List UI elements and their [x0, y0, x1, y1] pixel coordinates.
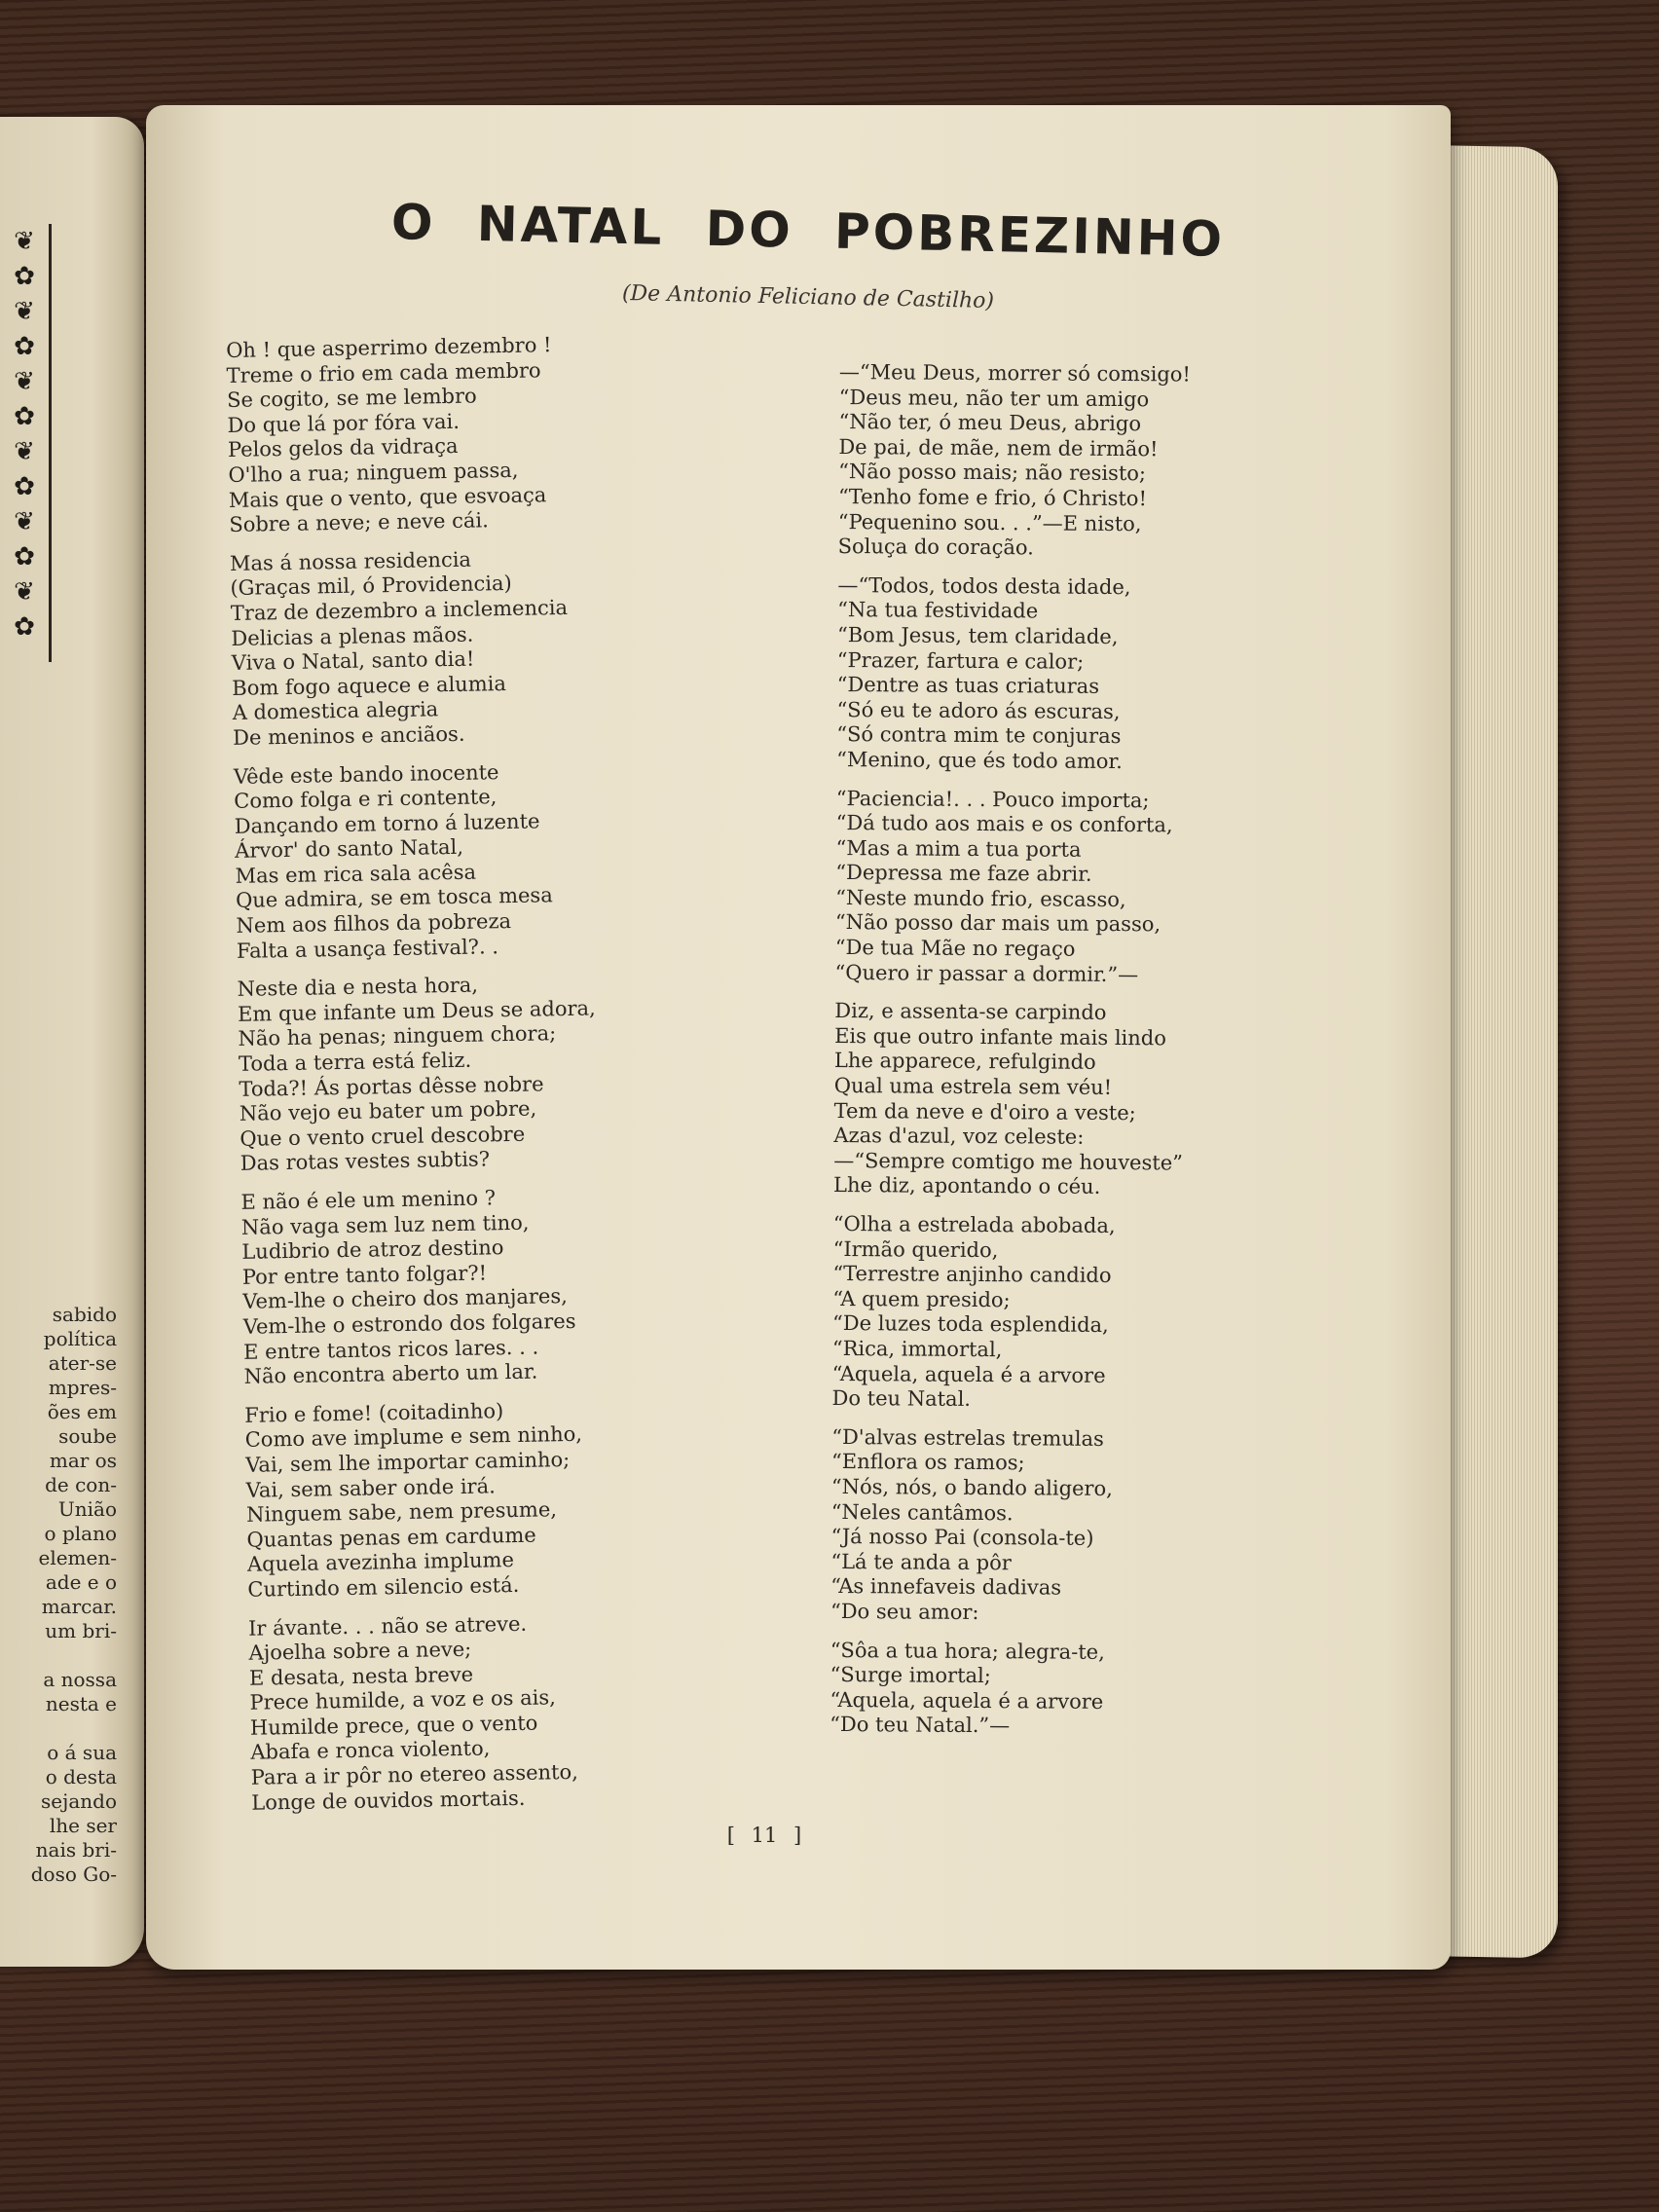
verse-line: “As innefaveis dadivas [830, 1574, 1062, 1600]
verse-line: “Neste mundo frio, escasso, [835, 885, 1126, 911]
left-page-fragment: o á sua [47, 1741, 117, 1764]
verse-line: Não vaga sem luz nem tino, [240, 1210, 530, 1239]
verse-line: De meninos e anciãos. [232, 721, 465, 750]
left-page-fragment: lhe ser [49, 1814, 117, 1837]
verse-line: Sobre a neve; e neve cái. [229, 508, 490, 537]
verse-line: De pai, de mãe, nem de irmão! [838, 434, 1159, 461]
verse-line: Quantas penas em cardume [246, 1523, 536, 1552]
left-page-fragment: nesta e [45, 1692, 117, 1715]
verse-line: Curtindo em silencio está. [247, 1572, 520, 1602]
verse-line: “Surge imortal; [830, 1663, 991, 1688]
verse-line: “De tua Mãe no regaço [834, 936, 1076, 961]
verse-line: Diz, e assenta-se carpindo [834, 999, 1107, 1025]
verse-line: Vai, sem saber onde irá. [245, 1473, 496, 1502]
left-page-fragment: mpres- [48, 1376, 117, 1399]
verse-line: Para a ir pôr no etereo assento, [250, 1759, 579, 1789]
verse-line: Mais que o vento, que esvoaça [228, 482, 547, 512]
book-page [146, 105, 1451, 1970]
left-page-fragment: sejando [41, 1789, 117, 1813]
verse-line: Longe de ouvidos mortais. [251, 1786, 526, 1815]
verse-line: “Já nosso Pai (consola-te) [830, 1525, 1094, 1550]
verse-line: Mas em rica sala acêsa [235, 860, 477, 888]
verse-line: Toda a terra está feliz. [238, 1048, 472, 1076]
verse-line: Como folga e ri contente, [234, 785, 498, 814]
verse-line: “Lá te anda a pôr [830, 1549, 1012, 1574]
verse-line: Ir ávante. . . não se atreve. [247, 1611, 528, 1641]
left-page-fragment: nais bri- [35, 1838, 117, 1862]
verse-line: “Bom Jesus, tem claridade, [836, 622, 1119, 648]
left-page-fragment: de con- [45, 1473, 117, 1496]
left-page-fragment: União [57, 1497, 117, 1521]
left-page-fragment: elemen- [38, 1546, 117, 1569]
verse-line: Árvor' do santo Natal, [234, 835, 464, 864]
verse-line: “Deus meu, não ter um amigo [838, 385, 1150, 411]
verse-line: Do teu Natal. [831, 1386, 972, 1412]
verse-line: “Olha a estrelada abobada, [832, 1211, 1116, 1238]
verse-line: Prece humilde, a voz e os ais, [249, 1685, 557, 1715]
verse-line: Se cogito, se me lembro [226, 384, 477, 413]
verse-line: Não vejo eu bater um pobre, [239, 1096, 537, 1126]
ornamental-border-icon: ❦ ✿ ❦ ✿ ❦ ✿ ❦ ✿ ❦ ✿ ❦ ✿ [0, 224, 52, 662]
left-page-fragment: ade e o [45, 1570, 117, 1594]
verse-line: —“Sempre comtigo me houveste” [833, 1148, 1184, 1175]
left-page-fragment: ões em [47, 1400, 117, 1423]
left-page-fragment: marcar. [41, 1595, 117, 1618]
verse-line: “Rica, immortal, [831, 1336, 1003, 1362]
verse-line: “Não posso mais; não resisto; [838, 460, 1147, 486]
verse-line: Vêde este bando inocente [233, 759, 499, 789]
verse-line: Vem-lhe o cheiro dos manjares, [242, 1284, 569, 1314]
verse-line: Do que lá por fóra vai. [227, 409, 461, 437]
verse-line: Abafa e ronca violento, [250, 1736, 491, 1765]
verse-line: Delicias a plenas mãos. [231, 622, 474, 650]
verse-line: Ninguem sabe, nem presume, [245, 1497, 558, 1527]
verse-line: Lhe diz, apontando o céu. [833, 1173, 1101, 1199]
poem-byline: (De Antonio Feliciano de Castilho) [621, 281, 995, 313]
verse-line: “Não posso dar mais um passo, [834, 910, 1161, 937]
verse-line: Por entre tanto folgar?! [241, 1261, 488, 1289]
left-page [0, 117, 144, 1967]
poem-left-column [226, 329, 796, 1816]
verse-line: Azas d'azul, voz celeste: [833, 1124, 1085, 1149]
verse-line: Falta a usança festival?. . [236, 934, 499, 963]
verse-line: Lhe apparece, refulgindo [833, 1049, 1096, 1075]
verse-line: (Graças mil, ó Providencia) [230, 571, 512, 601]
verse-line: “Quero ir passar a dormir.”— [834, 960, 1139, 986]
poem-right-column [830, 360, 1384, 1742]
verse-line: E entre tantos ricos lares. . . [242, 1335, 539, 1364]
left-page-fragment: mar os [49, 1449, 117, 1472]
verse-line: Eis que outro infante mais lindo [834, 1023, 1167, 1051]
verse-line: “Paciencia!. . . Pouco importa; [835, 786, 1150, 812]
verse-line: “A quem presido; [832, 1286, 1011, 1312]
verse-line: “Nós, nós, o bando aligero, [830, 1474, 1113, 1500]
verse-line: Viva o Natal, santo dia! [231, 646, 475, 676]
poem-title: O NATAL DO POBREZINHO [390, 194, 1226, 268]
verse-line: “Do seu amor: [830, 1599, 979, 1624]
left-page-fragment: a nossa [43, 1668, 117, 1691]
verse-line: “Do teu Natal.”— [830, 1713, 1011, 1738]
verse-line: Pelos gelos da vidraça [227, 434, 459, 462]
verse-line: “Menino, que és todo amor. [836, 747, 1123, 773]
verse-line: —“Todos, todos desta idade, [837, 572, 1131, 599]
verse-line: “Neles cantâmos. [830, 1499, 1014, 1525]
left-page-fragment: um bri- [45, 1619, 117, 1642]
left-page-fragment: o desta [45, 1765, 117, 1788]
verse-line: Qual uma estrela sem véu! [833, 1074, 1113, 1100]
verse-line: “Terrestre anjinho candido [832, 1262, 1112, 1288]
verse-line: “Enflora os ramos; [831, 1450, 1025, 1475]
verse-line: Das rotas vestes subtis? [240, 1147, 491, 1176]
verse-line: Traz de dezembro a inclemencia [230, 595, 569, 625]
verse-line: “Não ter, ó meu Deus, abrigo [838, 410, 1142, 436]
verse-line: Vai, sem lhe importar caminho; [244, 1447, 571, 1477]
verse-line: “Sôa a tua hora; alegra-te, [830, 1638, 1105, 1664]
verse-line: “Aquela, aquela é a arvore [831, 1361, 1106, 1387]
left-page-fragment: soube [58, 1424, 117, 1448]
verse-line: “Tenho fome e frio, ó Christo! [837, 484, 1148, 511]
verse-line: “D'alvas estrelas tremulas [831, 1424, 1104, 1451]
verse-line: “Aquela, aquela é a arvore [830, 1687, 1104, 1714]
verse-line: O'lho a rua; ninguem passa, [228, 458, 519, 487]
verse-line: “Pequenino sou. . .”—E nisto, [837, 509, 1142, 535]
verse-line: Em que infante um Deus se adora, [237, 996, 596, 1026]
verse-line: Frio e fome! (coitadinho) [244, 1398, 504, 1427]
verse-line: Não ha penas; ninguem chora; [238, 1021, 557, 1051]
verse-line: “Depressa me faze abrir. [835, 861, 1092, 887]
verse-line: Mas á nossa residencia [229, 547, 472, 575]
left-page-fragment [0, 1643, 117, 1668]
verse-line: Neste dia e nesta hora, [237, 973, 479, 1002]
verse-line: Aquela avezinha implume [246, 1548, 515, 1577]
verse-line: Nem aos filhos da pobreza [236, 909, 512, 938]
verse-line: Humilde prece, que o vento [249, 1711, 538, 1740]
verse-line: “Só contra mim te conjuras [836, 722, 1122, 749]
verse-line: Bom fogo aquece e alumia [232, 671, 507, 700]
left-page-fragment: sabido [52, 1303, 117, 1326]
verse-line: “Mas a mim a tua porta [835, 835, 1082, 862]
verse-line: Que o vento cruel descobre [240, 1122, 526, 1151]
verse-line: Como ave implume e sem ninho, [244, 1422, 583, 1453]
verse-line: Oh ! que asperrimo dezembro ! [226, 333, 552, 362]
left-page-fragment: doso Go- [30, 1862, 117, 1886]
verse-line: E não é ele um menino ? [240, 1186, 497, 1214]
verse-line: “Na tua festividade [837, 598, 1039, 623]
left-page-text-fragments [0, 1303, 117, 1887]
verse-line: “Prazer, fartura e calor; [836, 647, 1085, 674]
left-page-fragment: ater-se [48, 1351, 117, 1375]
page-number: [ 11 ] [726, 1824, 802, 1847]
verse-line: Que admira, se em tosca mesa [235, 883, 553, 913]
verse-line: Ajoelha sobre a neve; [248, 1637, 472, 1665]
verse-line: Tem da neve e d'oiro a veste; [833, 1098, 1136, 1124]
verse-line: Soluça do coração. [837, 535, 1034, 560]
left-page-fragment [0, 1716, 117, 1741]
verse-line: Ludibrio de atroz destino [241, 1235, 504, 1265]
verse-line: Treme o frio em cada membro [226, 357, 541, 387]
verse-line: Toda?! Ás portas dêsse nobre [239, 1072, 544, 1101]
left-page-fragment: o plano [44, 1522, 117, 1545]
verse-line: “De luzes toda esplendida, [832, 1311, 1109, 1338]
verse-line: “Dá tudo aos mais e os conforta, [835, 811, 1173, 837]
verse-line: Dançando em torno á luzente [234, 809, 540, 838]
verse-line: A domestica alegria [232, 697, 439, 725]
verse-line: “Dentre as tuas criaturas [836, 673, 1100, 698]
verse-line: “Irmão querido, [832, 1236, 999, 1262]
verse-line: Vem-lhe o estrondo dos folgares [242, 1309, 576, 1339]
verse-line: E desata, nesta breve [248, 1662, 474, 1690]
verse-line: “Só eu te adoro ás escuras, [836, 697, 1121, 723]
verse-line: Não encontra aberto um lar. [243, 1359, 538, 1388]
left-page-fragment: política [43, 1327, 117, 1350]
verse-line: —“Meu Deus, morrer só comsigo! [838, 360, 1191, 387]
